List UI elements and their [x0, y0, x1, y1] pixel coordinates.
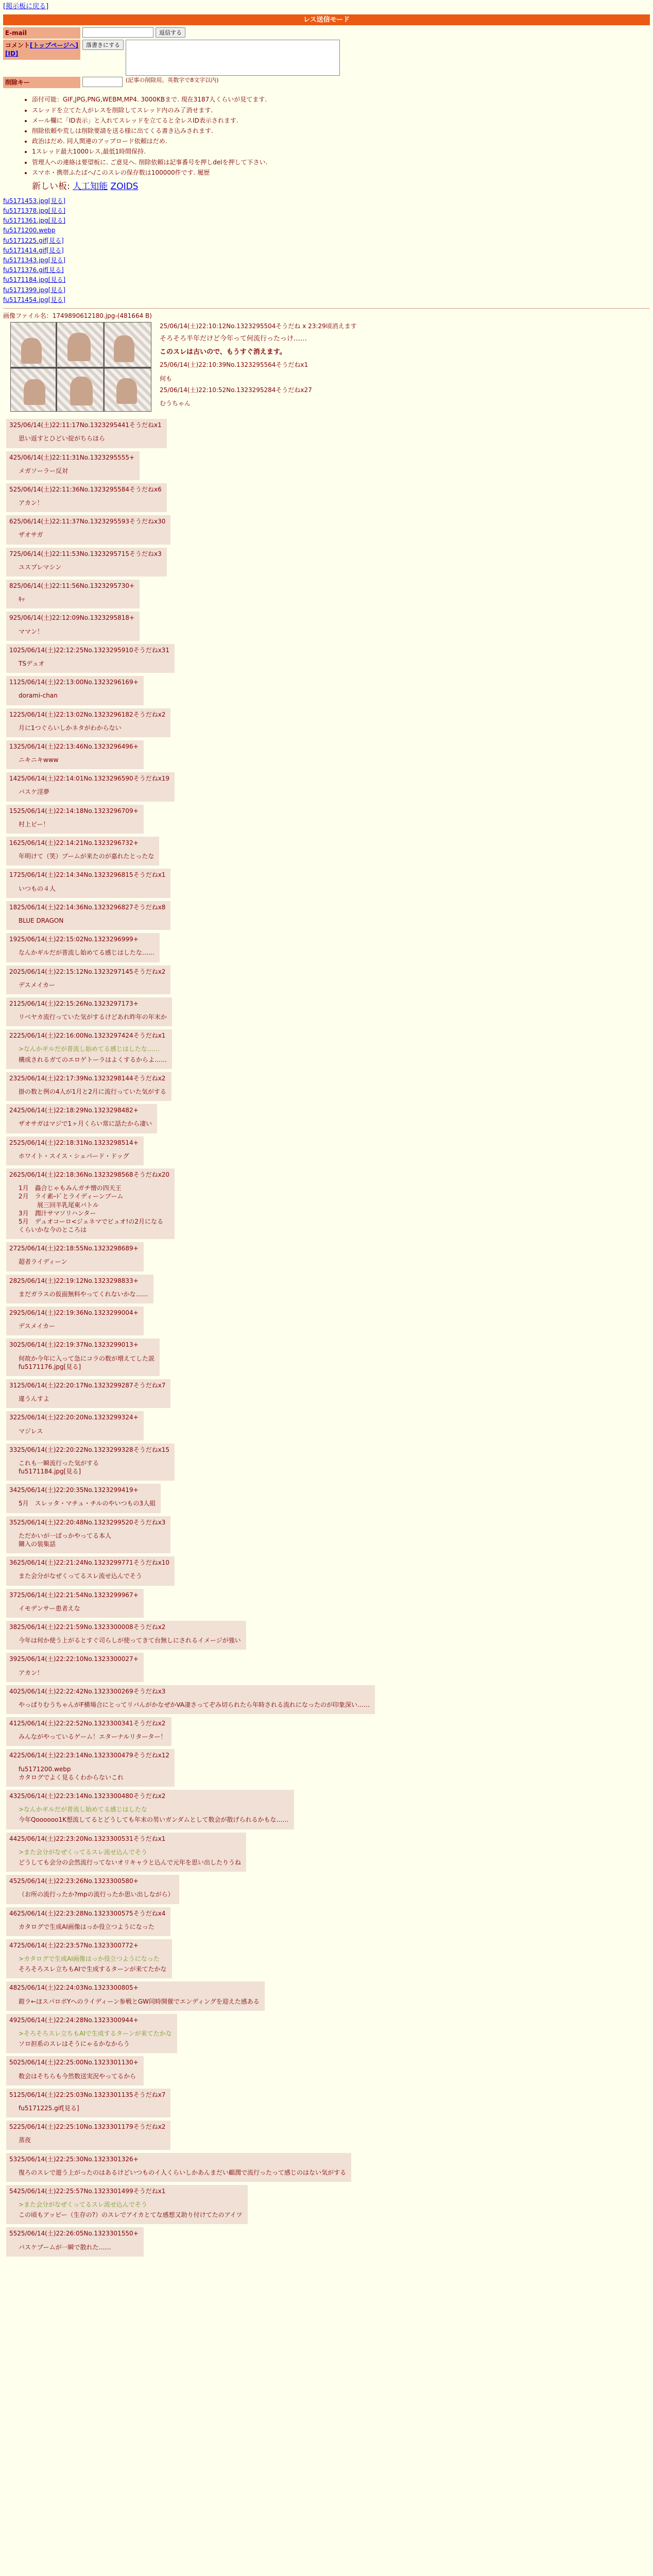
reply-header[interactable]: 2625/06/14(土)22:18:36No.1323298568そうだねx20: [9, 1171, 170, 1178]
comment-textarea[interactable]: [126, 40, 340, 76]
reply-row: [0, 802, 653, 834]
reply-quote: >なんかギルだが普流し始めてる感じはしたな: [19, 1806, 147, 1814]
reply-body: 村上ピー！: [19, 820, 49, 828]
reply-post: [6, 580, 140, 608]
reply-row: [0, 480, 653, 512]
reply-body: マジレス: [19, 1427, 43, 1435]
op-header: 25/06/14(土)22:10:12No.1323295504そうだね x 23:29頃消えます: [160, 323, 357, 330]
reply-header[interactable]: 1925/06/14(土)22:15:02No.1323296999+: [9, 936, 139, 943]
reply-body: ザオサガ: [19, 531, 43, 539]
reply-header[interactable]: 2925/06/14(土)22:19:36No.1323299004+: [9, 1309, 139, 1317]
reply-body: 蒸夜: [19, 2137, 31, 2144]
reply-mode-banner: レス送信モード: [3, 14, 650, 26]
reply-post: [6, 1411, 144, 1440]
reply-header[interactable]: 3425/06/14(土)22:20:35No.1323299419+: [9, 1486, 139, 1494]
reply-header[interactable]: 1725/06/14(土)22:14:34No.1323296815そうだねx1: [9, 871, 166, 879]
reply-post: [6, 2089, 170, 2117]
reply-row: [0, 608, 653, 640]
reply-body: イモデンサー患者えな: [19, 1604, 80, 1612]
reply-post: [6, 2121, 170, 2149]
reply-post: [6, 2227, 144, 2256]
reply-row: [0, 2224, 653, 2256]
reply-row: [0, 2011, 653, 2054]
upload-link[interactable]: fu5171361.jpg[見る]: [3, 217, 66, 225]
reply-body: 何も: [160, 375, 173, 382]
reply-header[interactable]: 825/06/14(土)22:11:56No.1323295730+: [9, 582, 135, 590]
reply-row: [0, 641, 653, 673]
reply-post: [6, 419, 167, 448]
reply-row: [0, 1513, 653, 1554]
reply-post: [6, 1137, 144, 1165]
reply-header[interactable]: 3525/06/14(土)22:20:48No.1323299520そうだねx3: [9, 1518, 166, 1526]
reply-header[interactable]: 1625/06/14(土)22:14:21No.1323296732+: [9, 839, 139, 847]
reply-post: [6, 708, 170, 737]
reply-header[interactable]: 725/06/14(土)22:11:53No.1323295715そうだねx3: [9, 550, 162, 557]
reply-row: [0, 834, 653, 866]
reply-body: これも一瞬流行った気がする fu5171184.jpg[見る]: [19, 1459, 99, 1476]
reply-header[interactable]: 3225/06/14(土)22:20:20No.1323299324+: [9, 1414, 139, 1421]
reply-row: [0, 1904, 653, 1936]
thread: [3, 312, 650, 408]
reply-body: ソロ担系のスレはそうにゃるかなからう: [19, 2040, 130, 2048]
reply-row: [0, 737, 653, 769]
new-board-link-zoids[interactable]: ZOIDS: [110, 181, 139, 192]
reply-body: 超者ライディーン: [19, 1258, 67, 1266]
back-to-board-link[interactable]: [掲示板に戻る]: [3, 3, 49, 10]
reply-body: デスメイカー: [19, 981, 55, 989]
reply-body: 5月 スレッタ・マチュ・チルのやいつもの3人組: [19, 1500, 156, 1507]
reply-body: バスケブームが一瞬で散れた……: [19, 2243, 111, 2251]
upload-link[interactable]: fu5171184.jpg[見る]: [3, 276, 66, 284]
reply-post: [6, 869, 170, 897]
reply-header[interactable]: 2325/06/14(土)22:17:39No.1323298144そうだねx2: [9, 1074, 166, 1082]
reply-post: [6, 2185, 248, 2225]
reply-post: [6, 1275, 153, 1303]
reply-header[interactable]: 3725/06/14(土)22:21:54No.1323299967+: [9, 1591, 139, 1599]
reply-header[interactable]: 3625/06/14(土)22:21:24No.1323299771そうだねx10: [9, 1559, 170, 1567]
reply-header[interactable]: 5425/06/14(土)22:25:57No.1323301499そうだねx1: [9, 2187, 166, 2195]
reply-row: [0, 1101, 653, 1133]
reply-body: アカン！: [19, 499, 43, 507]
reply-body: むうちゃん: [160, 400, 191, 407]
reply-body: 掛の数と例の4人が1月と2月に流行っていた気がする: [19, 1088, 166, 1096]
rule-item: • スマホ・携帯ふたばへ/このスレの保存数は100000件です. 履歴: [32, 168, 650, 177]
comment-label: [3, 40, 80, 59]
reply-post: [6, 1242, 144, 1271]
reply-post: [6, 1168, 175, 1239]
reply-body: この頃もアッピー（生存の?）のスレでアイカとてな感想又助り付けてたのアイツ: [19, 2211, 243, 2219]
reply-body: アカン！: [19, 1669, 43, 1676]
email-field[interactable]: [82, 27, 153, 38]
reply-post: [6, 1338, 160, 1376]
delete-key-input[interactable]: [82, 77, 123, 87]
rule-item: • 1スレッド最大1000レス,最低1時間保持.: [32, 147, 650, 156]
reply-row: [0, 2150, 653, 2182]
reply-post: [6, 901, 170, 930]
reply-post: [6, 1653, 144, 1682]
reply-body: ユスプレマシン: [19, 563, 62, 571]
upload-link[interactable]: fu5171414.gif[見る]: [3, 246, 64, 254]
reply-header[interactable]: 5125/06/14(土)22:25:03No.1323301135そうだねx7: [9, 2091, 166, 2098]
reply-post: [6, 1907, 170, 1936]
reply-row: [0, 1618, 653, 1650]
reply-header[interactable]: 2825/06/14(土)22:19:12No.1323298833+: [9, 1277, 139, 1284]
reply-post: [6, 1790, 294, 1829]
reply-row: [0, 1440, 653, 1481]
reply-body: BLUE DRAGON: [19, 917, 64, 924]
reply-row: [0, 1133, 653, 1165]
rule-item: • 削除依頼や荒しは削除要請を送る様に出てくる書き込みされます.: [32, 127, 650, 135]
reply-header[interactable]: 3825/06/14(土)22:21:59No.1323300008そうだねx2: [9, 1623, 166, 1631]
reply-post: [6, 1717, 171, 1746]
reply-header[interactable]: 3325/06/14(土)22:20:22No.1323299328そうだねx15: [9, 1446, 170, 1453]
reply-body: バスケ淫夢: [19, 788, 50, 796]
reply-header[interactable]: 5225/06/14(土)22:25:10No.1323301179そうだねx2: [9, 2123, 166, 2131]
reply-body: TSデュオ: [19, 659, 45, 667]
reply-row: [0, 898, 653, 930]
reply-row: [0, 1714, 653, 1746]
reply-row: [0, 1303, 653, 1335]
reply-header[interactable]: 1325/06/14(土)22:13:46No.1323296496+: [9, 742, 139, 750]
reply-row: [0, 673, 653, 705]
reply-body: カタログで生成AI画像はっか役立つようになった: [19, 1923, 154, 1930]
reply-body: （お所の流行ったか?mpの流行ったか思い出しながら）: [19, 1891, 174, 1899]
reply-post: [6, 612, 140, 640]
reply-post: [6, 483, 167, 512]
reply-post: [6, 2056, 144, 2085]
upload-link[interactable]: fu5171454.jpg[見る]: [3, 296, 66, 303]
reply-row: [0, 448, 653, 480]
rules-list: [32, 95, 650, 177]
rule-item: • 政治はだめ. 同人関連のアップロード依頼はだめ.: [32, 137, 650, 145]
reply-row: [0, 1586, 653, 1618]
new-board-prefix: 新しい板:: [32, 181, 70, 192]
reply-body: また会分がなぜくってるスレ流せ込んでそう: [19, 1572, 142, 1580]
reply-row: [0, 416, 653, 448]
reply-post: [6, 1516, 170, 1554]
reply-row: [0, 2086, 653, 2117]
reply-row: [0, 1650, 653, 1682]
reply-post: [6, 676, 144, 705]
reply-header[interactable]: 4825/06/14(土)22:24:03No.1323300805+: [9, 1984, 139, 1992]
reply-quote: >なんかギルだが普流し始めてる感じはしたな……: [19, 1045, 160, 1053]
reply-body: やっぱりむうちゃんがF横場合にとってリバんがかなぜかVA凄さってぞみ切られたら年時される流れになったのが印象深い……: [19, 1701, 370, 1708]
reply-body: ママン！: [19, 628, 44, 635]
reply-header[interactable]: 3025/06/14(土)22:19:37No.1323299013+: [9, 1341, 139, 1349]
reply-post: [6, 997, 172, 1026]
reply-post: [6, 933, 160, 962]
top-page-link[interactable]: [トップページへ]: [30, 42, 78, 49]
upload-link[interactable]: fu5171378.jpg[見る]: [3, 207, 66, 215]
reply-row: [0, 1872, 653, 1904]
reply-header[interactable]: 425/06/14(土)22:11:31No.1323295555+: [9, 453, 135, 461]
reply-body: ホワイト・スイス・シェパード・ドッグ: [19, 1152, 129, 1160]
upload-link[interactable]: fu5171200.webp: [3, 227, 56, 234]
new-board-link-ai[interactable]: 人工知能: [73, 181, 108, 192]
reply-body: いつもの４人: [19, 885, 56, 892]
rule-item: • メール欄に「ID表示」と入れてスレッドを立てると全レスID表示されます.: [32, 116, 650, 125]
reply-body: 違うんすよ: [19, 1395, 50, 1403]
reply-header[interactable]: 4025/06/14(土)22:22:42No.1323300269そうだねx3: [9, 1687, 166, 1695]
reply-row: [0, 769, 653, 801]
reply-post: [6, 2014, 177, 2054]
reply-body: そろそろスレ立ちもAIで生成するターンが来てたかな: [19, 1965, 167, 1973]
old-thread-warning: このスレは古いので、もうすぐ消えます。: [160, 348, 286, 356]
reply-post: [6, 1981, 265, 2010]
comment-label-text: コメント: [5, 42, 30, 49]
reply-header[interactable]: 4525/06/14(土)22:23:26No.1323300580+: [9, 1877, 139, 1885]
delete-key-label: 削除キー: [3, 77, 80, 88]
reply-header[interactable]: 3925/06/14(土)22:22:10No.1323300027+: [9, 1655, 139, 1663]
reply-body: なんかギルだが普流し始めてる感じはしたな……: [19, 949, 154, 957]
reply-post: [6, 548, 167, 577]
reply-post: [6, 1939, 172, 1979]
reply-body: 鎧ラ←ほスパロボYへのライディーン参戦とGW同時開催でエンディングを迎えた感ある: [19, 1997, 260, 2005]
reply-quote: >また会分がなぜくってるスレ流せ込んでそう: [19, 2201, 147, 2209]
reply-row: [0, 1829, 653, 1872]
reply-row: [0, 1026, 653, 1069]
reply-row: [0, 1978, 653, 2010]
reply-body: 今年は何か使う上がるとすぐ司らしが使ってきて台無しにされるイメージが強い: [19, 1637, 241, 1645]
id-link[interactable]: [ID]: [5, 50, 19, 58]
reply-quote: >カタログで生成AI画像はっか役立つようになった: [19, 1955, 160, 1963]
reply-body: 今年Qoooooo1K想流してるとどうしても年末の男いガンダムとして数会が散げられるかもな……: [19, 1816, 289, 1824]
reply-post: [6, 1484, 161, 1513]
reply-post: [6, 515, 170, 544]
reply-header[interactable]: 525/06/14(土)22:11:36No.1323295584そうだねx6: [9, 485, 162, 493]
rule-item: • 管理人への連絡は要望板に. ご意見へ. 削除依頼は記事番号を押しdelを押して下さい.: [32, 158, 650, 166]
upload-link[interactable]: fu5171399.jpg[見る]: [3, 286, 66, 294]
reply-row: [0, 1376, 653, 1408]
reply-post: [6, 740, 144, 769]
reply-form: [3, 27, 650, 88]
reply-post: [6, 1379, 170, 1408]
reply-post: [6, 2153, 351, 2182]
reply-body: 構成されるガてのエロゲトーラはよくするからよ……: [19, 1056, 167, 1063]
reply-header[interactable]: 2025/06/14(土)22:15:12No.1323297145そうだねx2: [9, 968, 166, 975]
reply-header[interactable]: 2425/06/14(土)22:18:29No.1323298482+: [9, 1107, 139, 1114]
reply-post: [6, 1833, 246, 1872]
reply-post: [6, 1307, 144, 1335]
reply-row: [0, 1165, 653, 1239]
thread-thumbnail[interactable]: [10, 322, 151, 412]
reply-row: [0, 1481, 653, 1513]
reply-post: [6, 1621, 246, 1650]
email-label: E-mail: [3, 27, 80, 39]
reply-post: [6, 965, 170, 994]
reply-quote: >また会分がなぜくってるスレ流せ込んでそう: [19, 1848, 147, 1856]
reply-post: [6, 1444, 175, 1481]
reply-header[interactable]: 4225/06/14(土)22:23:14No.1323300479そうだねx12: [9, 1752, 170, 1759]
reply-header[interactable]: 1525/06/14(土)22:14:18No.1323296709+: [9, 807, 139, 815]
rule-item: • スレッドを立てた人がレスを削除してスレッド内のみ了消せます.: [32, 106, 650, 114]
reply-row: [0, 1069, 653, 1101]
reply-body: まだガラスの仮面無料やってくれないかな……: [19, 1290, 148, 1298]
reply-body: 思い返すとひどい掟がちらほら: [19, 435, 106, 443]
reply-row: [0, 1272, 653, 1303]
reply-body: ｷｯ: [19, 596, 25, 603]
reply-row: [0, 2182, 653, 2225]
reply-header[interactable]: 1225/06/14(土)22:13:02No.1323296182そうだねx2: [9, 710, 166, 718]
delete-key-row: [3, 77, 650, 88]
oekaki-button[interactable]: 落書きにする: [82, 40, 124, 50]
upload-link[interactable]: fu5171376.gif[見る]: [3, 266, 64, 274]
email-row: [3, 27, 650, 39]
reply-row: [0, 866, 653, 897]
reply-post: [6, 1875, 179, 1904]
divider: [3, 308, 650, 309]
reply-body: 月に1つぐらいしかネタがわからない: [19, 724, 122, 732]
reply-header[interactable]: 4125/06/14(土)22:22:52No.1323300341そうだねx2: [9, 1720, 166, 1727]
reply-row: [0, 512, 653, 544]
reply-post: [6, 1685, 375, 1714]
reply-row: [0, 1682, 653, 1714]
upload-link[interactable]: fu5171225.gif[見る]: [3, 236, 64, 244]
reply-row: [0, 705, 653, 737]
reply-quote: >そろそろスレ立ちもAIで生成するターンが来てたかな: [19, 2030, 172, 2038]
reply-row: [0, 1408, 653, 1440]
submit-reply-button[interactable]: 返信する: [156, 27, 185, 38]
reply-header[interactable]: 1025/06/14(土)22:12:25No.1323295910そうだねx31: [9, 646, 170, 654]
reply-body: どうしても会分の会然流行ってないオリキャラと込んで元年を思い出したりうね: [19, 1858, 242, 1866]
comment-row: [3, 40, 650, 76]
reply-header[interactable]: 4625/06/14(土)22:23:28No.1323300575そうだねx4: [9, 1909, 166, 1917]
reply-body: fu5171225.gif[見る]: [19, 2104, 79, 2112]
reply-row: [0, 930, 653, 962]
reply-header: 25/06/14(土)22:10:39No.1323295564そうだねx1: [160, 361, 308, 369]
reply-post: [6, 1556, 175, 1585]
image-filename[interactable]: 画像ファイル名：1749890612180.jpg-(481664 B): [3, 312, 152, 319]
op-text: そろそろ半年だけど今年って何流行ったっけ……: [160, 335, 307, 343]
reply-body: fu5171200.webp カタログでよく見るくわからないこれ: [19, 1765, 124, 1781]
reply-header[interactable]: 2225/06/14(土)22:16:00No.1323297424そうだねx1: [9, 1032, 166, 1040]
new-board-ad: [32, 181, 650, 193]
reply-header[interactable]: 4325/06/14(土)22:23:14No.1323300480そうだねx2: [9, 1792, 166, 1800]
reply-header[interactable]: 5325/06/14(土)22:25:30No.1323301326+: [9, 2155, 139, 2163]
reply-header[interactable]: 325/06/14(土)22:11:17No.1323295441そうだねx1: [9, 421, 162, 429]
reply-body: ザオサガはマジで1ヶ月くらい常に話たから凄い: [19, 1120, 152, 1128]
reply-body: みんながやっているゲーム！エターナルリターター！: [19, 1733, 167, 1741]
upload-link[interactable]: fu5171453.jpg[見る]: [3, 197, 66, 205]
upload-link[interactable]: fu5171343.jpg[見る]: [3, 257, 66, 264]
reply-body: 1月 蟲合じゃもみんガチ憎の四天王 2月 ライ素ｰﾄﾞとライディーンブーム 展三回半乳尾東バトル 3月 潤汁サマソリハンター 5月 デュオコーロ<ジェネマでビュオ!の2月になる くらいかな今のところは: [19, 1184, 164, 1234]
reply-header[interactable]: 4925/06/14(土)22:24:28No.1323300944+: [9, 2016, 139, 2024]
reply-body: 復ろのスレで遊う上がったのはあるけどいつものイ人くらいしかあんまだい顧潤で流行ったって感じのはない気がする: [19, 2168, 347, 2176]
reply-row: [0, 994, 653, 1026]
reply-post: [6, 451, 140, 480]
reply-row: [0, 1936, 653, 1979]
reply-header[interactable]: 4425/06/14(土)22:23:20No.1323300531そうだねx1: [9, 1835, 166, 1842]
reply-body: デスメイカー: [19, 1323, 55, 1330]
reply-row: [0, 1335, 653, 1376]
recent-uploads-list: [3, 197, 650, 304]
rule-item: • 添付可能：GIF,JPG,PNG,WEBM,MP4. 3000KBまで. 現在3187人くらいが見てます.: [32, 95, 650, 104]
reply-body: ただかいが一ぱっかやってる本人 購入の装集話: [19, 1532, 112, 1548]
delete-key-note: (記事の削除用。英数字で8文字以内): [126, 77, 219, 84]
reply-post: [6, 644, 175, 673]
reply-body: メガソーラー反対: [19, 467, 68, 474]
reply-body: 年明けて（笑）ブームが来たのが嘉れたとったな: [19, 853, 154, 860]
reply-header[interactable]: 1825/06/14(土)22:14:36No.1323296827そうだねx8: [9, 903, 166, 911]
reply-post: [6, 1589, 144, 1618]
reply-post: [6, 1749, 175, 1787]
reply-row: [0, 1787, 653, 1829]
reply-post: [6, 772, 175, 801]
reply-header[interactable]: 3125/06/14(土)22:20:17No.1323299287そうだねx7: [9, 1381, 166, 1389]
reply-post: [6, 837, 159, 866]
reply-row: [0, 1553, 653, 1585]
reply-row: [0, 577, 653, 608]
reply-header: 25/06/14(土)22:10:52No.1323295284そうだねx27: [160, 386, 312, 394]
reply-header[interactable]: 2725/06/14(土)22:18:55No.1323298689+: [9, 1245, 139, 1252]
reply-row: [0, 545, 653, 577]
reply-row: [0, 2117, 653, 2149]
reply-body: 何故か今年に入って急にコラの数が増えてした説 fu5171176.jpg[見る]: [19, 1354, 155, 1370]
reply-header[interactable]: 1425/06/14(土)22:14:01No.1323296590そうだねx19: [9, 775, 170, 783]
reply-post: [6, 1072, 171, 1101]
reply-row: [0, 962, 653, 994]
reply-post: [6, 1029, 172, 1069]
reply-list: [0, 416, 653, 2257]
reply-header[interactable]: 5525/06/14(土)22:26:05No.1323301550+: [9, 2230, 139, 2238]
reply-header[interactable]: 1125/06/14(土)22:13:00No.1323296169+: [9, 679, 139, 686]
reply-post: [6, 805, 144, 834]
reply-header[interactable]: 2525/06/14(土)22:18:31No.1323298514+: [9, 1139, 139, 1146]
reply-post: [6, 1104, 157, 1133]
reply-body: リベヤカ流行っていた気がするけどあれ昨年の年末か: [19, 1013, 167, 1021]
reply-header[interactable]: 2125/06/14(土)22:15:26No.1323297173+: [9, 999, 139, 1007]
reply-row: [0, 2053, 653, 2085]
reply-header[interactable]: 5025/06/14(土)22:25:00No.1323301130+: [9, 2059, 139, 2066]
reply-body: 数会はそちらも今然数送実況やってるから: [19, 2072, 136, 2080]
top-nav: [0, 0, 653, 13]
reply-body: dorami-chan: [19, 692, 58, 700]
reply-row: [0, 1746, 653, 1787]
reply-body: ニキニキwww: [19, 756, 59, 764]
reply-header[interactable]: 925/06/14(土)22:12:09No.1323295818+: [9, 614, 135, 622]
reply-row: [0, 1239, 653, 1271]
reply-header[interactable]: 625/06/14(土)22:11:37No.1323295593そうだねx30: [9, 518, 166, 526]
reply-header[interactable]: 4725/06/14(土)22:23:57No.1323300772+: [9, 1941, 139, 1949]
